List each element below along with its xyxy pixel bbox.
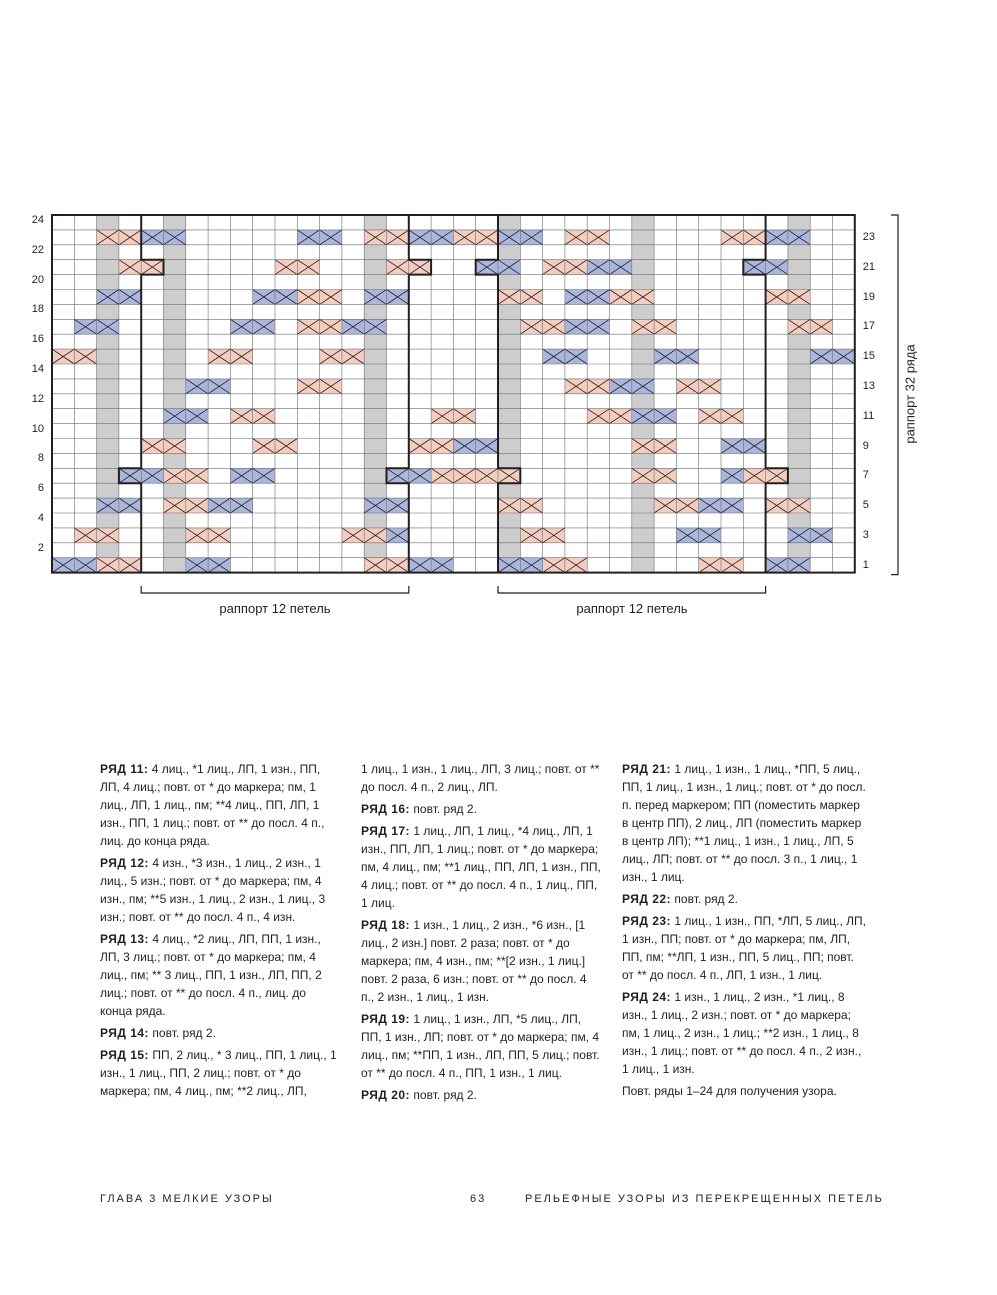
row-number-left: 22	[31, 243, 44, 256]
row-label: РЯД 19:	[361, 1012, 411, 1026]
instruction-paragraph	[622, 890, 867, 908]
row-instruction-text: 1 лиц., 1 изн., 1 лиц., ЛП, 3 лиц.; повт. от ** до посл. 4 п., 2 лиц., ЛП.	[361, 762, 600, 794]
instruction-paragraph	[100, 930, 340, 1020]
row-number-right: 15	[862, 350, 876, 363]
row-number-left: 12	[31, 392, 44, 405]
row-number-right: 9	[862, 439, 869, 452]
row-label: РЯД 16:	[361, 802, 411, 816]
instruction-paragraph	[622, 1082, 867, 1100]
row-number-left: 24	[31, 214, 44, 226]
row-instruction-text: Повт. ряды 1–24 для получения узора.	[622, 1084, 837, 1098]
instructions-column-2	[361, 760, 601, 1108]
instruction-paragraph	[361, 800, 601, 818]
row-label: РЯД 17:	[361, 824, 411, 838]
row-number-left: 4	[37, 512, 44, 524]
row-label: РЯД 24:	[622, 990, 672, 1004]
row-number-left: 18	[31, 303, 44, 316]
row-number-right: 7	[862, 469, 869, 482]
row-label: РЯД 15:	[100, 1048, 150, 1062]
instruction-paragraph	[622, 912, 867, 984]
knitting-chart	[0, 0, 997, 640]
instruction-paragraph	[100, 760, 340, 850]
row-instruction-text: 1 лиц., 1 изн., 1 лиц., *ПП, 5 лиц., ПП, 1 лиц., 1 изн., 1 лиц.; повт. от * до посл. п. перед маркером; ПП (поместить маркер в центр ПП), 2 лиц., ЛП (поместить маркер в центр ЛП); **1 лиц., 1 изн., 1 лиц., ЛП, 5 лиц., ЛП; повт. от ** до посл. 3 п., 1 лиц., 1 изн., 1 лиц.	[622, 762, 866, 884]
instruction-paragraph	[361, 760, 601, 796]
row-label: РЯД 13:	[100, 932, 150, 946]
row-number-left: 6	[37, 482, 44, 495]
row-label: РЯД 12:	[100, 856, 150, 870]
row-label: РЯД 20:	[361, 1088, 411, 1102]
instruction-paragraph	[622, 760, 867, 886]
row-instruction-text: 1 лиц., 1 изн., ЛП, *5 лиц., ЛП, ПП, 1 изн., ЛП; повт. от * до маркера; пм, 4 лиц., пм; **ПП, 1 изн., ЛП, ПП, 5 лиц.; повт. от ** до посл. 4 п., ПП, 1 изн., 1 лиц.	[361, 1012, 600, 1080]
row-instruction-text: 1 лиц., ЛП, 1 лиц., *4 лиц., ЛП, 1 изн., ПП, ЛП, 1 лиц.; повт. от * до маркера; пм, 4 лиц., пм; **1 лиц., ПП, ЛП, 1 изн., ПП, 4 лиц.; повт. от ** до посл. 4 п., 1 лиц., ПП, 1 лиц.	[361, 824, 601, 910]
row-instruction-text: 1 лиц., 1 изн., ПП, *ЛП, 5 лиц., ЛП, 1 изн., ПП; повт. от * до маркера; пм, ЛП, ПП, пм; **ЛП, 1 изн., ПП, 5 лиц., ПП; повт. от ** до посл. 4 п., ЛП, 1 изн., 1 лиц.	[622, 914, 867, 982]
row-instruction-text: 4 изн., *3 изн., 1 лиц., 2 изн., 1 лиц., 5 изн.; повт. от * до маркера; пм, 4 изн., пм; **5 изн., 1 лиц., 2 изн., 1 лиц., 3 изн.; повт. от ** до посл. 4 п., 4 изн.	[100, 856, 326, 924]
repeat-label-vertical: раппорт 32 ряда	[902, 344, 918, 444]
row-number-left: 14	[31, 363, 44, 375]
row-number-right: 19	[862, 290, 876, 303]
instruction-paragraph	[100, 1024, 340, 1042]
row-label: РЯД 22:	[622, 892, 672, 906]
instruction-paragraph	[361, 916, 601, 1006]
repeat-label-left: раппорт 12 петель	[219, 601, 331, 616]
row-instruction-text: 4 лиц., *2 лиц., ЛП, ПП, 1 изн., ЛП, 3 лиц.; повт. от * до маркера; пм, 4 лиц., пм; ** 3 лиц., ПП, 1 изн., ЛП, ПП, 2 лиц.; повт. от ** до посл. 4 п., лиц. до конца ряда.	[100, 932, 322, 1018]
row-instruction-text: повт. ряд 2.	[152, 1026, 216, 1040]
row-instruction-text: ПП, 2 лиц., * 3 лиц., ПП, 1 лиц., 1 изн., 1 лиц., ПП, 2 лиц.; повт. от * до маркера; пм, 4 лиц., пм; **2 лиц., ЛП,	[100, 1048, 337, 1098]
instructions-column-1	[100, 760, 340, 1104]
row-instruction-text: повт. ряд 2.	[413, 802, 477, 816]
footer-page-number: 63	[470, 1193, 487, 1205]
row-instruction-text: 4 лиц., *1 лиц., ЛП, 1 изн., ПП, ЛП, 4 лиц.; повт. от * до маркера; пм, 1 лиц., ЛП, 1 лиц., пм; **4 лиц., ПП, ЛП, 1 изн., ПП, 1 лиц.; повт. от ** до посл. 4 п., лиц. до конца ряда.	[100, 762, 325, 848]
row-number-right: 3	[862, 528, 869, 541]
repeat-label-right: раппорт 12 петель	[576, 601, 688, 616]
instruction-paragraph	[361, 822, 601, 912]
row-number-right: 13	[862, 379, 876, 392]
row-number-left: 8	[37, 452, 44, 465]
row-number-right: 17	[862, 320, 876, 333]
instructions-column-3	[622, 760, 867, 1104]
row-number-left: 10	[31, 422, 44, 435]
row-instruction-text: 1 изн., 1 лиц., 2 изн., *6 изн., [1 лиц., 2 изн.] повт. 2 раза; повт. от * до маркера; пм, 4 изн., пм; **[2 изн., 1 лиц.] повт. 2 раза, 6 изн.; повт. от ** до посл. 4 п., 2 изн., 1 лиц., 1 изн.	[361, 918, 587, 1004]
row-label: РЯД 21:	[622, 762, 672, 776]
row-label: РЯД 23:	[622, 914, 672, 928]
instruction-paragraph	[622, 988, 867, 1078]
row-number-right: 11	[862, 409, 875, 422]
row-number-right: 1	[862, 558, 869, 571]
instruction-paragraph	[361, 1086, 601, 1104]
row-label: РЯД 14:	[100, 1026, 150, 1040]
repeat-bracket-left	[141, 586, 409, 593]
row-instruction-text: 1 изн., 1 лиц., 2 изн., *1 лиц., 8 изн., 1 лиц., 2 изн.; повт. от * до маркера; пм, 1 лиц., 2 изн., 1 лиц.; **2 изн., 1 лиц., 8 изн., 1 лиц.; повт. от ** до посл. 4 п., 2 изн., 1 лиц., 1 изн.	[622, 990, 862, 1076]
row-number-left: 2	[37, 541, 44, 554]
row-label: РЯД 18:	[361, 918, 411, 932]
row-number-right: 21	[862, 260, 876, 273]
repeat-bracket-right	[498, 586, 766, 593]
footer-chapter: ГЛАВА 3 МЕЛКИЕ УЗОРЫ	[100, 1193, 274, 1205]
row-label: РЯД 11:	[100, 762, 149, 776]
row-instruction-text: повт. ряд 2.	[413, 1088, 477, 1102]
instruction-paragraph	[100, 854, 340, 926]
row-number-right: 5	[862, 499, 869, 512]
row-number-left: 20	[31, 273, 44, 286]
row-number-left: 16	[31, 333, 44, 346]
row-instruction-text: повт. ряд 2.	[674, 892, 738, 906]
instruction-paragraph	[361, 1010, 601, 1082]
row-number-right: 23	[862, 230, 876, 243]
instruction-paragraph	[100, 1046, 340, 1100]
footer-section-title: РЕЛЬЕФНЫЕ УЗОРЫ ИЗ ПЕРЕКРЕЩЕННЫХ ПЕТЕЛЬ	[525, 1193, 884, 1205]
repeat-bracket-vertical	[891, 215, 898, 575]
